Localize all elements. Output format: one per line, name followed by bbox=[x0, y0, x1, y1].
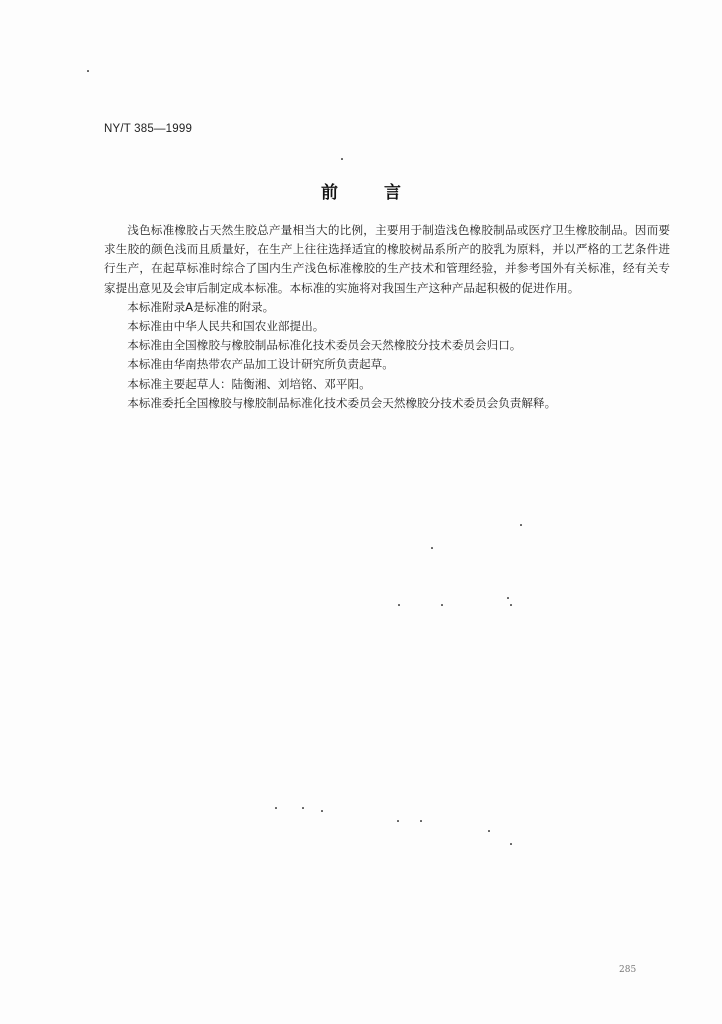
paragraph-interpretation: 本标准委托全国橡胶与橡胶制品标准化技术委员会天然橡胶分技术委员会负责解释。 bbox=[127, 395, 557, 410]
scan-speck bbox=[420, 820, 422, 822]
paragraph-proposer: 本标准由中华人民共和国农业部提出。 bbox=[127, 319, 325, 334]
scan-speck bbox=[87, 70, 89, 72]
scan-speck bbox=[441, 604, 443, 606]
foreword-body bbox=[104, 221, 670, 413]
paragraph-drafting-unit: 本标准由华南热带农产品加工设计研究所负责起草。 bbox=[127, 357, 394, 372]
paragraph-drafters: 本标准主要起草人：陆衡湘、刘培铭、邓平阳。 bbox=[127, 376, 371, 391]
paragraph-administrator: 本标准由全国橡胶与橡胶制品标准化技术委员会天然橡胶分技术委员会归口。 bbox=[127, 338, 522, 353]
scan-speck bbox=[510, 843, 512, 845]
scan-speck bbox=[321, 810, 323, 812]
scan-speck bbox=[488, 830, 490, 832]
paragraph-intro: 浅色标准橡胶占天然生胶总产量相当大的比例，主要用于制造浅色橡胶制品或医疗卫生橡胶制品。因而要求生胶的颜色浅而且质量好，在生产上往往选择适宜的橡胶树品系所产的胶乳为原料，并以严格的工艺条件进行生产，在起草标准时综合了国内生产浅色标准橡胶的生产技术和管理经验，并参考国外有关标准，经有关专家提出意见及会审后制定成本标准。本标准的实施将对我国生产这种产品起积极的促进作用。 bbox=[104, 223, 670, 295]
page-number: 285 bbox=[619, 965, 637, 975]
scan-speck bbox=[275, 807, 277, 809]
scan-speck bbox=[431, 547, 433, 549]
scan-speck bbox=[520, 524, 522, 526]
section-title: 前言 bbox=[321, 183, 447, 203]
scan-speck bbox=[302, 807, 304, 809]
scan-speck bbox=[398, 604, 400, 606]
scan-speck bbox=[341, 158, 343, 160]
scan-speck bbox=[397, 820, 399, 822]
scan-speck bbox=[510, 604, 512, 606]
scan-speck bbox=[507, 597, 509, 599]
standard-code: NY/T 385—1999 bbox=[104, 123, 193, 135]
paragraph-appendix: 本标准附录A是标准的附录。 bbox=[127, 299, 275, 314]
